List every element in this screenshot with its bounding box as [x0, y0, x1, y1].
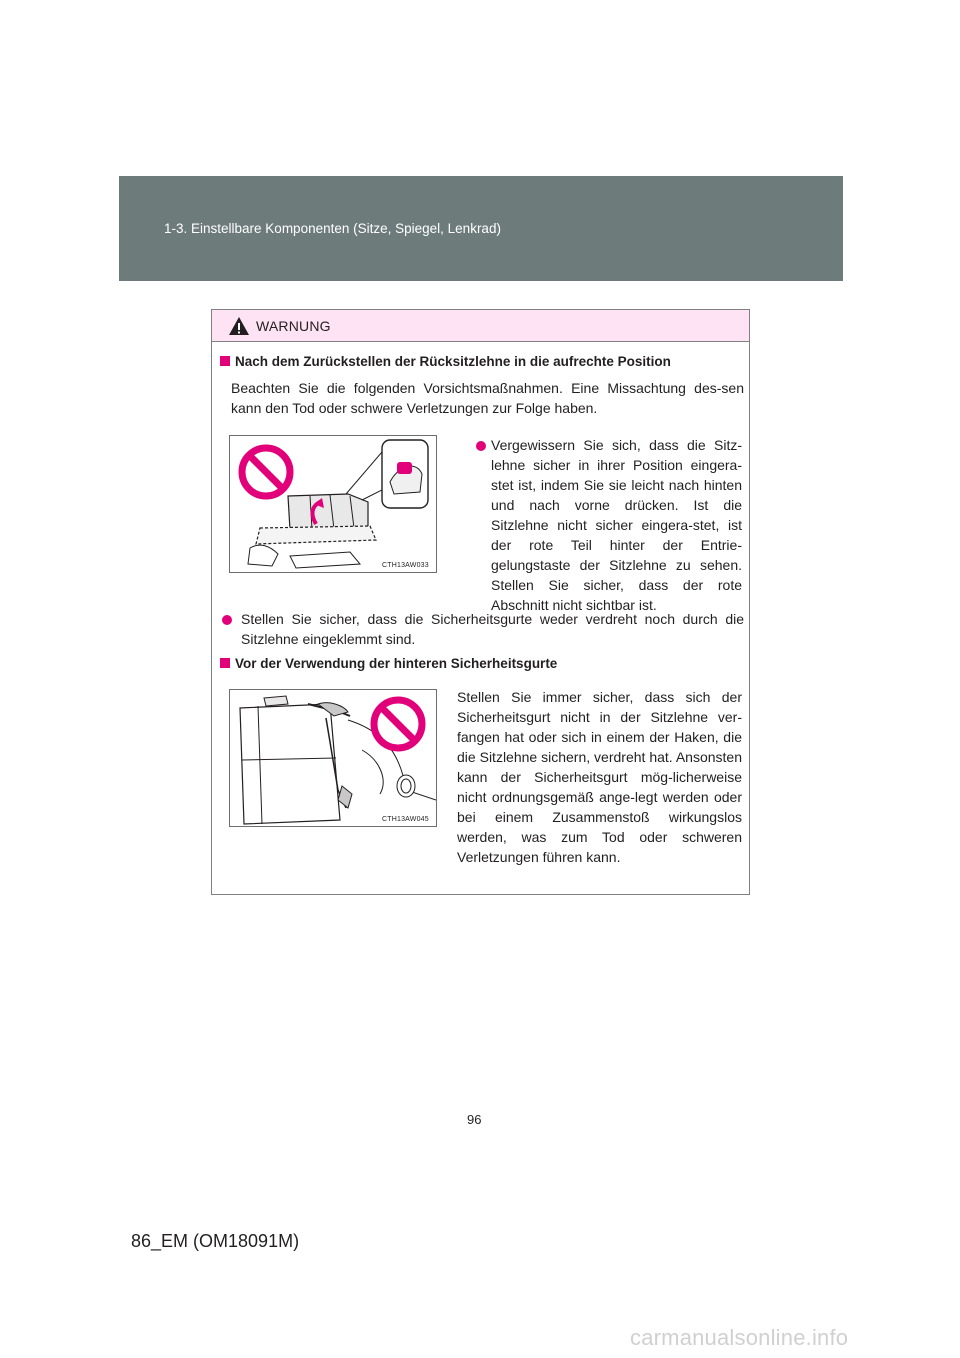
- section1-intro: Beachten Sie die folgenden Vorsichtsmaßnahmen. Eine Missachtung des-sen kann den Tod oder schwere Verletzungen zur Folge haben.: [231, 380, 744, 416]
- prohibition-icon: [242, 448, 290, 496]
- section1-bullet2: Stellen Sie sicher, dass die Sicherheitsgurte weder verdreht noch durch die Sitzlehne eingeklemmt sind.: [241, 611, 744, 647]
- section1-heading: [220, 354, 671, 369]
- prohibition-icon: [374, 700, 422, 748]
- section2-text: Stellen Sie immer sicher, dass sich der Sicherheitsgurt nicht in der Sitzlehne ver-fangen hat oder sich in einem der Haken, die die Sitzlehne sichern, verdreht hat. Ansonsten kann der Sicherheitsgurt mög-licherweise nicht ordnungsgemäß ange-legt werden oder bei einem Zusammenstoß wirkungslos werden, was zum Tod oder schweren Verletzungen führen kann.: [457, 689, 742, 865]
- figure-code: CTH13AW033: [382, 562, 429, 569]
- warning-triangle-icon: [228, 316, 250, 336]
- section-title: 1-3. Einstellbare Komponenten (Sitze, Spiegel, Lenkrad): [164, 221, 501, 236]
- watermark: carmanualsonline.info: [630, 1325, 849, 1350]
- round-bullet-icon: [476, 441, 486, 451]
- round-bullet-icon: [222, 615, 232, 625]
- seat-latch-illustration: [230, 436, 437, 573]
- section2-heading-text: Vor der Verwendung der hinteren Sicherheitsgurte: [235, 656, 558, 671]
- seat-belt-illustration: [230, 690, 437, 827]
- chapter-header: [119, 176, 843, 281]
- section1-bullet1: Vergewissern Sie sich, dass die Sitz-lehne sicher in ihrer Position eingera-stet ist, indem Sie sie leicht nach hinten und nach vorne drücken. Ist die Sitzlehne nicht sicher eingera-stet, ist der rote Teil hinter der Entrie-gelungstaste der Sitzlehne zu sehen. Stellen Sie sicher, dass der rote Abschnitt nicht sichtbar ist.: [491, 437, 742, 613]
- page-number: 96: [467, 1112, 482, 1127]
- figure-seat-belt: [229, 689, 437, 827]
- figure-seat-latch: [229, 435, 437, 573]
- figure-code: CTH13AW045: [382, 816, 429, 823]
- square-bullet-icon: [220, 356, 230, 366]
- document-code: 86_EM (OM18091M): [131, 1231, 300, 1251]
- warning-box: [211, 309, 750, 895]
- section1-heading-text: Nach dem Zurückstellen der Rücksitzlehne in die aufrechte Position: [235, 354, 671, 369]
- square-bullet-icon: [220, 658, 230, 668]
- section2-heading: [220, 656, 557, 671]
- warning-label: WARNUNG: [256, 318, 331, 334]
- warning-header: [212, 310, 749, 342]
